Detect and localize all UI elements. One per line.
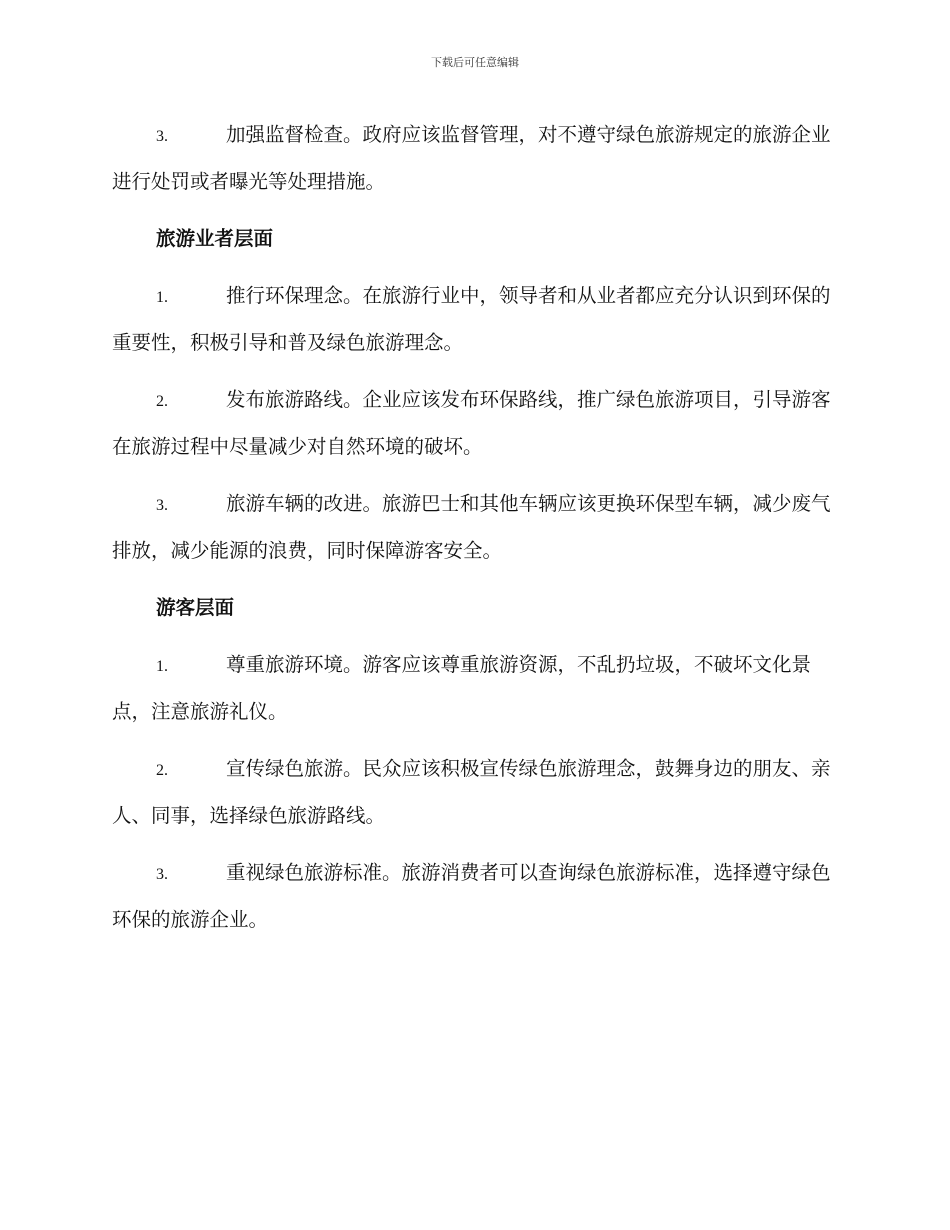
item-text: 重视绿色旅游标准。旅游消费者可以查询绿色旅游标准，选择遵守绿色环保的旅游企业。 — [112, 861, 831, 931]
item-number: 3. — [156, 497, 168, 514]
document-body — [112, 112, 834, 954]
list-item — [112, 377, 834, 469]
item-number: 1. — [156, 658, 168, 675]
item-number: 3. — [156, 128, 168, 145]
section-heading: 旅游业者层面 — [156, 227, 274, 250]
item-text: 加强监督检查。政府应该监督管理，对不遵守绿色旅游规定的旅游企业进行处罚或者曝光等处理措施。 — [112, 123, 831, 193]
list-item — [112, 273, 834, 365]
list-item — [112, 746, 834, 838]
page-header: 下载后可任意编辑 — [431, 56, 519, 69]
list-item — [112, 481, 834, 573]
section-heading: 游客层面 — [156, 596, 235, 619]
item-number: 2. — [156, 393, 168, 410]
item-number: 3. — [156, 866, 168, 883]
item-number: 2. — [156, 762, 168, 779]
list-item — [112, 642, 834, 734]
item-text: 尊重旅游环境。游客应该尊重旅游资源，不乱扔垃圾，不破坏文化景点，注意旅游礼仪。 — [112, 653, 812, 723]
item-text: 发布旅游路线。企业应该发布环保路线，推广绿色旅游项目，引导游客在旅游过程中尽量减少对自然环境的破坏。 — [112, 388, 831, 458]
item-text: 推行环保理念。在旅游行业中，领导者和从业者都应充分认识到环保的重要性，积极引导和普及绿色旅游理念。 — [112, 284, 831, 354]
item-number: 1. — [156, 289, 168, 306]
list-item — [112, 850, 834, 942]
item-text: 宣传绿色旅游。民众应该积极宣传绿色旅游理念，鼓舞身边的朋友、亲人、同事，选择绿色旅游路线。 — [112, 757, 831, 827]
item-text: 旅游车辆的改进。旅游巴士和其他车辆应该更换环保型车辆，减少废气排放，减少能源的浪费，同时保障游客安全。 — [112, 492, 831, 562]
list-item — [112, 112, 834, 204]
